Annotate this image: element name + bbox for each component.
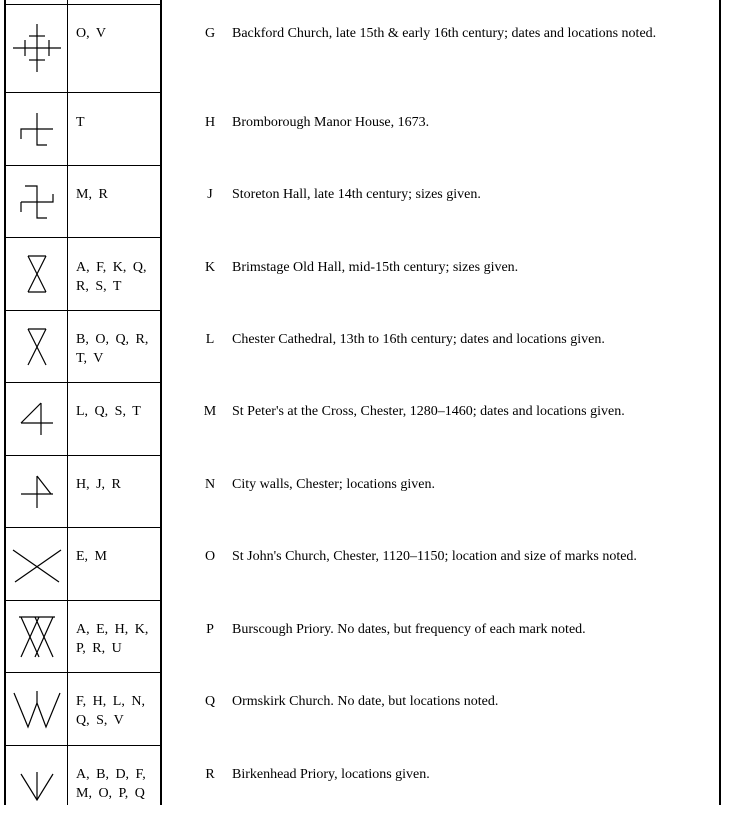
number-four-icon: [7, 383, 67, 455]
site-code: Q: [204, 694, 216, 709]
site-code: O: [204, 549, 216, 564]
site-description: Burscough Priory. No dates, but frequency of each mark noted.: [232, 622, 586, 637]
site-description: Bromborough Manor House, 1673.: [232, 115, 430, 130]
cross-with-bars-icon: [7, 12, 67, 84]
hourglass-open-icon: [7, 311, 67, 383]
site-description: Storeton Hall, late 14th century; sizes given.: [232, 187, 481, 202]
table-cell-letters: A, B, D, F, M, O, P, Q: [76, 767, 146, 801]
site-description: St Peter's at the Cross, Chester, 1280–1460; dates and locations given.: [232, 404, 625, 419]
hourglass-icon: [7, 238, 67, 310]
site-code: H: [204, 115, 216, 130]
table-border-left: [4, 0, 6, 805]
site-code: M: [203, 404, 217, 419]
table-cell-letters: A, E, H, K, P, R, U: [76, 622, 149, 656]
site-description: Brimstage Old Hall, mid-15th century; sizes given.: [232, 260, 519, 275]
table-row-divider: [4, 4, 162, 5]
v-bar-icon: [7, 746, 67, 818]
double-x-icon: [7, 601, 67, 673]
site-description: Chester Cathedral, 13th to 16th century; dates and locations given.: [232, 332, 605, 347]
letter-w-icon: [7, 673, 67, 745]
site-description: Backford Church, late 15th & early 16th century; dates and locations noted.: [232, 26, 657, 41]
table-cell-letters: F, H, L, N, Q, S, V: [76, 694, 145, 728]
site-description: Birkenhead Priory, locations given.: [232, 767, 430, 782]
site-code: R: [205, 767, 215, 782]
table-cell-letters: H, J, R: [76, 477, 121, 492]
site-code: J: [207, 187, 213, 202]
table-cell-letters: B, O, Q, R, T, V: [76, 332, 149, 366]
site-code: K: [204, 260, 216, 275]
table-cell-letters: E, M: [76, 549, 107, 564]
site-description: Ormskirk Church. No date, but locations noted.: [232, 694, 499, 709]
swastika-right-icon: [7, 166, 67, 238]
site-code: G: [204, 26, 216, 41]
site-code: P: [206, 622, 214, 637]
page-border-right: [719, 0, 721, 805]
table-border-right: [160, 0, 162, 805]
swastika-left-icon: [7, 93, 67, 165]
site-code: N: [204, 477, 216, 492]
table-cell-letters: T: [76, 115, 85, 130]
table-column-divider: [67, 0, 68, 805]
table-cell-letters: O, V: [76, 26, 106, 41]
site-code: L: [205, 332, 215, 347]
table-cell-letters: M, R: [76, 187, 108, 202]
flag-cross-icon: [7, 456, 67, 528]
saltire-icon: [7, 528, 67, 600]
site-description: St John's Church, Chester, 1120–1150; location and size of marks noted.: [232, 549, 637, 564]
table-cell-letters: L, Q, S, T: [76, 404, 141, 419]
table-cell-letters: A, F, K, Q, R, S, T: [76, 260, 147, 294]
site-description: City walls, Chester; locations given.: [232, 477, 435, 492]
